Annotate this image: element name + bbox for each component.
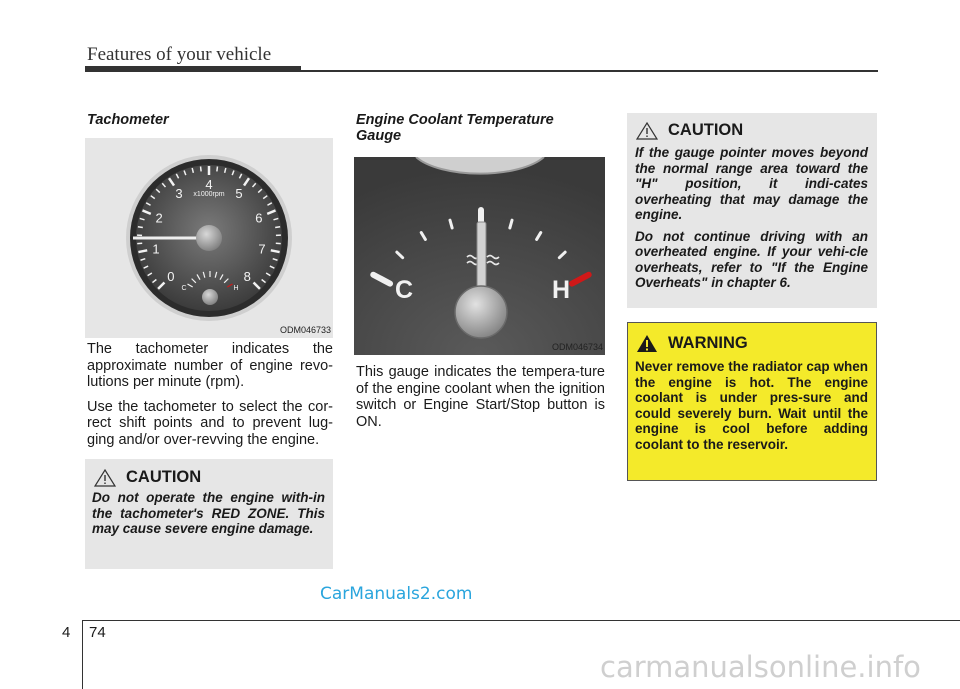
tachometer-body: [87, 341, 333, 456]
caution-box-coolant: [627, 113, 877, 308]
caution-triangle-icon: [94, 468, 116, 487]
tachometer-tick: [201, 166, 202, 171]
coolant-paragraph-1: This gauge indicates the tempera-ture of the engine coolant when the ignition switch or Engine Start/Stop button is ON.: [356, 364, 605, 430]
tachometer-number: 1: [152, 241, 160, 257]
coolant-needle-hub: [455, 286, 507, 338]
tachometer-tick: [138, 227, 143, 228]
dial-unit-label: x1000rpm: [193, 191, 225, 198]
tachometer-paragraph-1: The tachometer indicates the approximate number of engine revo-lutions per minute (rpm).: [87, 341, 333, 390]
tachometer-number: 2: [155, 210, 163, 226]
tachometer-number: 0: [167, 269, 175, 285]
tachometer-tick: [138, 250, 147, 252]
caution-box-tachometer: [85, 459, 333, 569]
warning-triangle-icon: [636, 334, 658, 353]
coolant-heading: Engine Coolant Temperature Gauge: [356, 112, 554, 144]
tachometer-number: 8: [243, 269, 251, 285]
tachometer-image-code: ODM046733: [279, 325, 331, 335]
chapter-number: 4: [62, 624, 71, 641]
caution-text-1: Do not operate the engine with-in the tachometer's RED ZONE. This may cause severe engine damage.: [92, 490, 325, 536]
caution-text-2: [635, 145, 868, 297]
caution-triangle-icon: [636, 121, 658, 140]
tachometer-figure: [85, 138, 333, 338]
coolant-image-code: ODM046734: [551, 342, 603, 352]
tachometer-tick: [217, 166, 218, 171]
tachometer-tick: [275, 227, 280, 228]
warning-text: Never remove the radiator cap when the engine is hot. The engine coolant is under pres-sure and could severely burn. Wait until the engine is cool before adding coolant to the reservoir.: [635, 359, 868, 452]
warning-heading: WARNING: [636, 334, 748, 353]
header-rule: [85, 70, 878, 72]
coolant-tick: [510, 220, 512, 228]
coolant-c-label: C: [394, 276, 414, 304]
page-number: 74: [89, 624, 106, 641]
coolant-tick: [450, 220, 452, 228]
tachometer-number: 7: [258, 241, 266, 257]
tachometer-dial-illustration: [85, 138, 333, 338]
coolant-body: [356, 364, 605, 438]
tachometer-heading: Tachometer: [87, 112, 169, 128]
footer-site-watermark: carmanualsonline.info: [600, 650, 921, 684]
small-gauge-hub: [202, 289, 218, 305]
tachometer-number: 3: [175, 186, 183, 202]
watermark-link[interactable]: CarManuals2.com: [320, 584, 473, 604]
needle-hub: [196, 225, 222, 251]
coolant-gauge-illustration: [354, 157, 605, 355]
tachometer-number: 5: [235, 186, 243, 202]
caution-paragraph-2: Do not continue driving with an overheated engine. If your vehi-cle overheats, refer to "If the Engine Overheats" in chapter 6.: [635, 228, 868, 290]
small-gauge-c-label: C: [181, 285, 187, 292]
tachometer-tick: [271, 250, 280, 252]
tachometer-number: 4: [205, 177, 213, 192]
footer-rule: [82, 620, 960, 621]
tachometer-number: 6: [255, 210, 263, 226]
small-gauge-h-label: H: [233, 285, 239, 292]
coolant-figure: [354, 157, 605, 355]
caution-paragraph-1: If the gauge pointer moves beyond the normal range area toward the "H" position, it indi-cates overheating that may damage the engine.: [635, 145, 868, 222]
page-header-title: Features of your vehicle: [87, 44, 272, 65]
tachometer-paragraph-2: Use the tachometer to select the cor-rect shift points and to prevent lug-ging and/or over-revving the engine.: [87, 398, 333, 448]
warning-box: [627, 322, 877, 481]
caution-heading-1: CAUTION: [94, 468, 201, 487]
caution-heading-2: CAUTION: [636, 121, 743, 140]
footer-divider: [82, 620, 83, 689]
coolant-h-label: H: [551, 276, 571, 304]
